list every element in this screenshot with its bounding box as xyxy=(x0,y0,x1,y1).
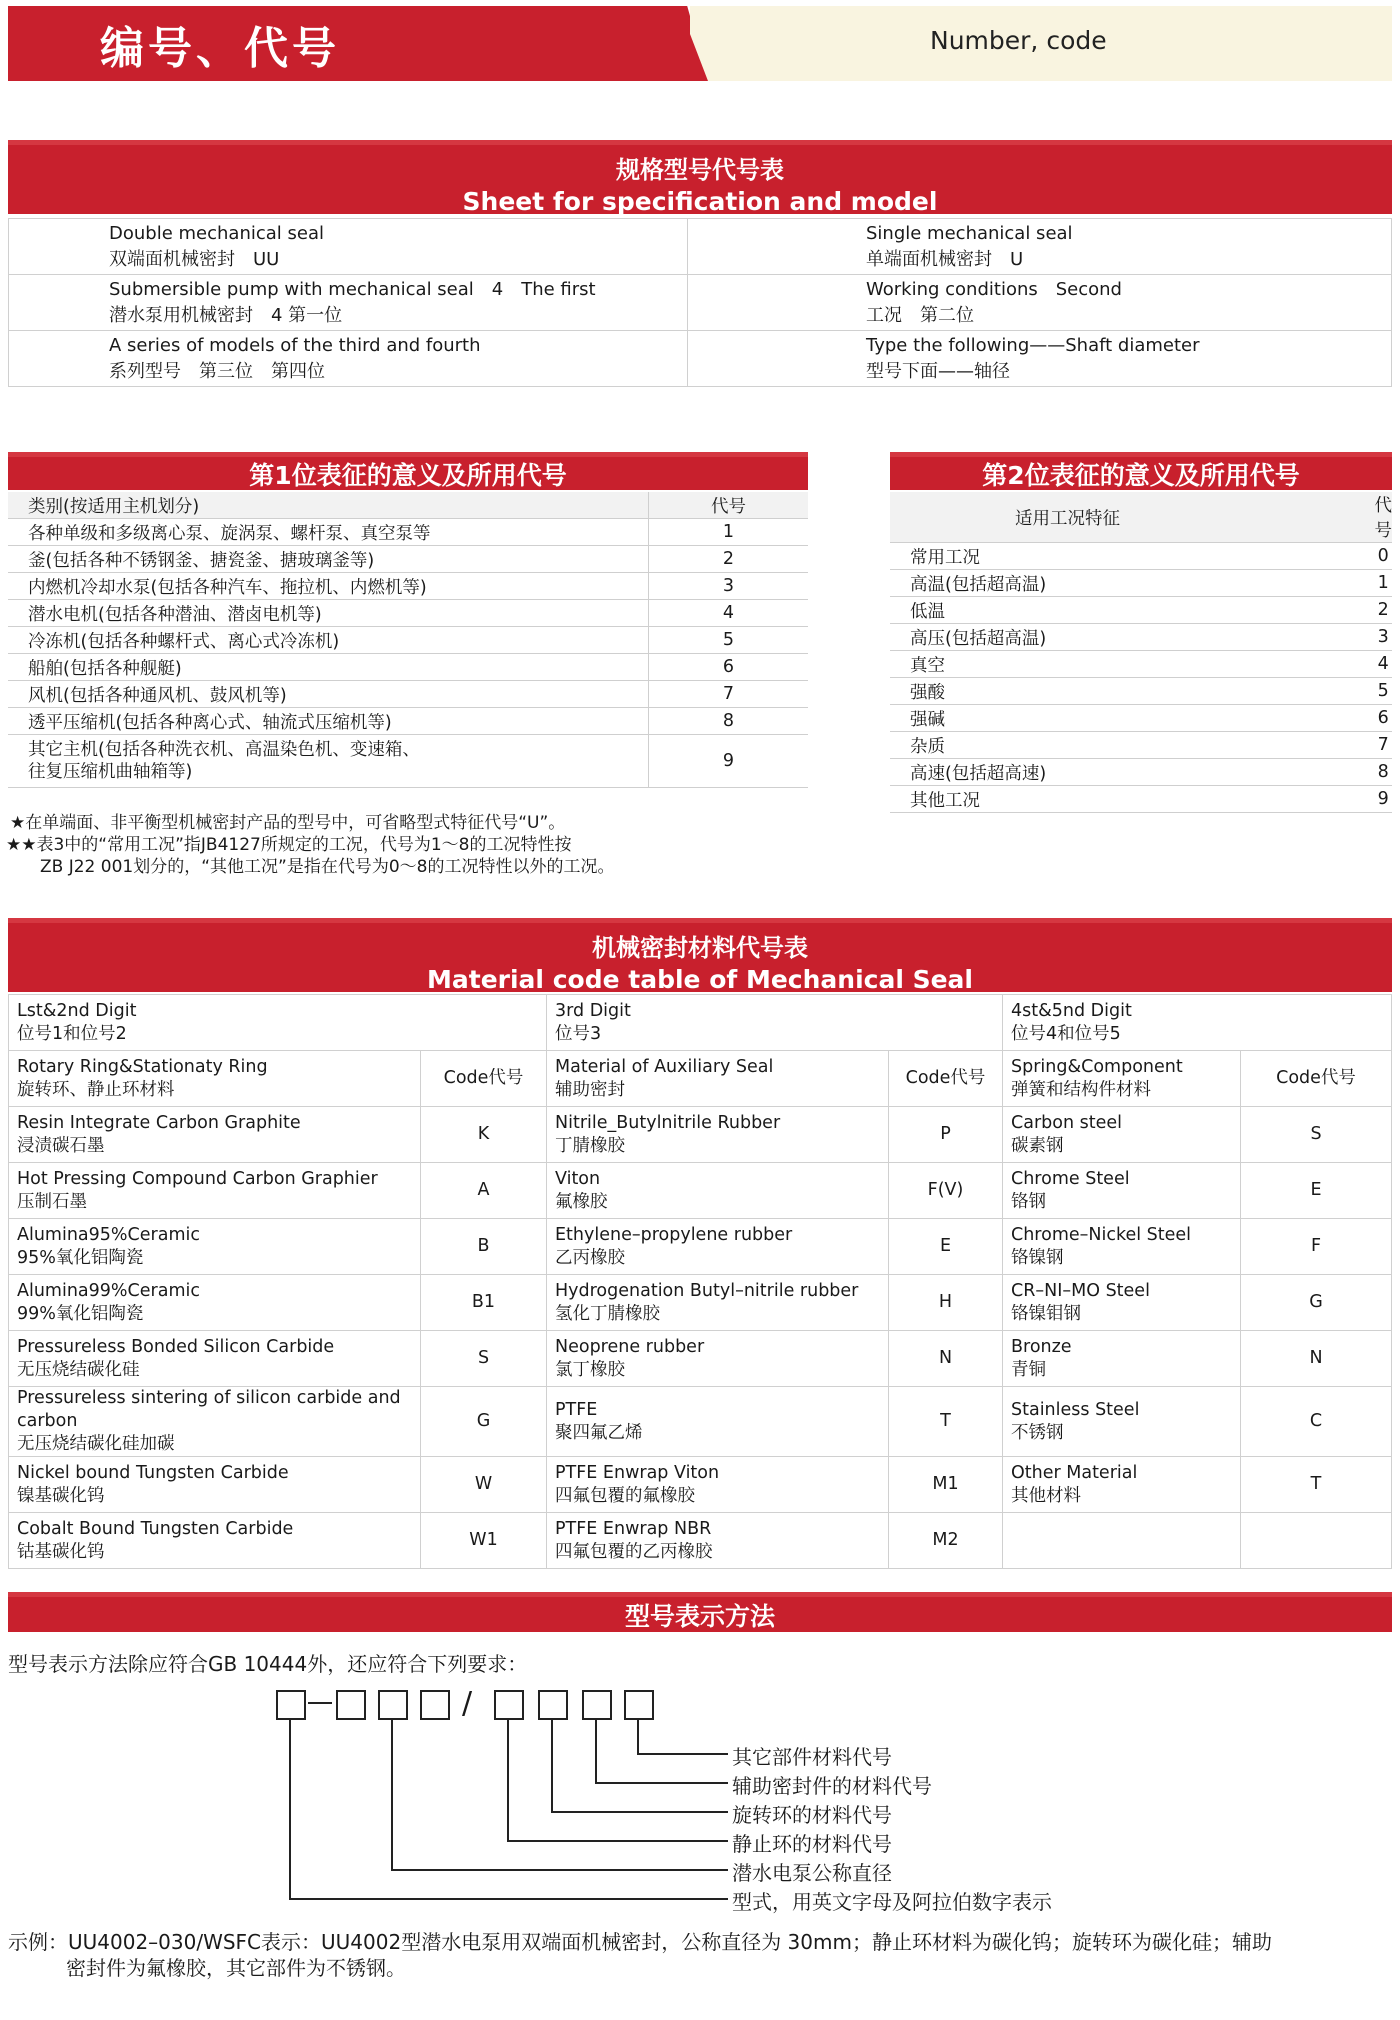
material-name-cell: PTFE Enwrap NBR 四氟包覆的乙丙橡胶 xyxy=(547,1513,889,1569)
legend-4: 静止环的材料代号 xyxy=(732,1832,892,1856)
material-name-cell: Alumina95%Ceramic 95%氧化铝陶瓷 xyxy=(9,1219,421,1275)
group-header: 4st&5nd Digit 位号4和位号5 xyxy=(1003,995,1392,1051)
table-row: 冷冻机(包括各种螺杆式、离心式冷冻机) 5 xyxy=(8,627,808,654)
header-cell: 代号 xyxy=(1375,492,1393,543)
model-title: 型号表示方法 xyxy=(624,1602,775,1631)
table-row: 低温 2 xyxy=(890,597,1392,624)
material-code-cell: C xyxy=(1241,1387,1392,1457)
material-code-cell: G xyxy=(1241,1275,1392,1331)
material-name-cell: Nitrile_Butylnitrile Rubber 丁腈橡胶 xyxy=(547,1107,889,1163)
connector-5 xyxy=(392,1720,728,1870)
table1-title: 第1位表征的意义及所用代号 xyxy=(249,461,567,490)
table-row: 强酸 5 xyxy=(890,678,1392,705)
note-3: ZB J22 001划分的，“其他工况”是指在代号为0～8的工况特性以外的工况。 xyxy=(40,857,615,877)
note-2: ★★表3中的“常用工况”指JB4127所规定的工况，代号为1～8的工况特性按 xyxy=(6,835,572,855)
material-name-cell: Other Material 其他材料 xyxy=(1003,1457,1241,1513)
material-code-cell: M1 xyxy=(889,1457,1003,1513)
legend-6: 型式，用英文字母及阿拉伯数字表示 xyxy=(732,1890,1052,1914)
table-row: 其它主机(包括各种洗衣机、高温染色机、变速箱、 往复压缩机曲轴箱等) 9 xyxy=(8,735,808,788)
material-name-cell: Alumina99%Ceramic 99%氧化铝陶瓷 xyxy=(9,1275,421,1331)
legend-3: 旋转环的材料代号 xyxy=(732,1803,892,1827)
connector-3 xyxy=(552,1720,728,1812)
table-row: 高速(包括超高速) 8 xyxy=(890,759,1392,786)
table-row: 其他工况 9 xyxy=(890,786,1392,813)
material-name-cell: Pressureless Bonded Silicon Carbide 无压烧结碳化硅 xyxy=(9,1331,421,1387)
table-row: 各种单级和多级离心泵、旋涡泵、螺杆泵、真空泵等 1 xyxy=(8,519,808,546)
material-code-cell: E xyxy=(889,1219,1003,1275)
material-code-cell: H xyxy=(889,1275,1003,1331)
group-header: 3rd Digit 位号3 xyxy=(547,995,1003,1051)
table-row: 潜水电机(包括各种潜油、潜卤电机等) 4 xyxy=(8,600,808,627)
group-header: Lst&2nd Digit 位号1和位号2 xyxy=(9,995,547,1051)
material-name-cell: Ethylene–propylene rubber 乙丙橡胶 xyxy=(547,1219,889,1275)
spec-cell: Submersible pump with mechanical seal 4 The first 潜水泵用机械密封 4 第一位 xyxy=(9,275,688,331)
material-name-cell: PTFE 聚四氟乙烯 xyxy=(547,1387,889,1457)
spec-cell: A series of models of the third and fourth 系列型号 第三位 第四位 xyxy=(9,331,688,387)
material-code-cell: A xyxy=(421,1163,547,1219)
material-name-cell: Hydrogenation Butyl–nitrile rubber 氢化丁腈橡胶 xyxy=(547,1275,889,1331)
header-cell: 类别(按适用主机划分) xyxy=(8,492,649,519)
spec-cell: Single mechanical seal 单端面机械密封 U xyxy=(688,219,1392,275)
page-title-en: Number, code xyxy=(930,26,1107,55)
connector-1 xyxy=(638,1720,728,1754)
material-name-cell: PTFE Enwrap Viton 四氟包覆的氟橡胶 xyxy=(547,1457,889,1513)
material-code-cell: W1 xyxy=(421,1513,547,1569)
material-code-cell: P xyxy=(889,1107,1003,1163)
header-cell: 代号 xyxy=(649,492,809,519)
example-line-1: 示例：UU4002–030/WSFC表示：UU4002型潜水电泵用双端面机械密封，公称直径为 30mm；静止环材料为碳化钨；旋转环为碳化硅；辅助 xyxy=(8,1930,1272,1954)
material-code-cell: S xyxy=(1241,1107,1392,1163)
material-code-cell: F xyxy=(1241,1219,1392,1275)
material-code-cell: F(V) xyxy=(889,1163,1003,1219)
material-code-cell: B xyxy=(421,1219,547,1275)
spec-cell: Type the following——Shaft diameter 型号下面——轴径 xyxy=(688,331,1392,387)
material-name-cell: CR–NI–MO Steel 铬镍钼钢 xyxy=(1003,1275,1241,1331)
connector-2 xyxy=(596,1720,728,1783)
material-name-cell: Neoprene rubber 氯丁橡胶 xyxy=(547,1331,889,1387)
table-row: 透平压缩机(包括各种离心式、轴流式压缩机等) 8 xyxy=(8,708,808,735)
table2-title: 第2位表征的意义及所用代号 xyxy=(982,461,1300,490)
material-name-cell: Stainless Steel 不锈钢 xyxy=(1003,1387,1241,1457)
slash-glyph: / xyxy=(462,1686,473,1721)
table-row: 高温(包括超高温) 1 xyxy=(890,570,1392,597)
material-name-cell: Bronze 青铜 xyxy=(1003,1331,1241,1387)
material-name-cell: Hot Pressing Compound Carbon Graphier 压制石墨 xyxy=(9,1163,421,1219)
material-name-cell: Nickel bound Tungsten Carbide 镍基碳化钨 xyxy=(9,1457,421,1513)
model-intro: 型号表示方法除应符合GB 10444外，还应符合下列要求： xyxy=(8,1652,528,1676)
spec-title-en: Sheet for specification and model xyxy=(462,187,938,216)
note-1: ★在单端面、非平衡型机械密封产品的型号中，可省略型式特征代号“U”。 xyxy=(10,813,566,833)
example-line-2: 密封件为氟橡胶，其它部件为不锈钢。 xyxy=(66,1956,406,1980)
material-name-cell: Chrome–Nickel Steel 铬镍钢 xyxy=(1003,1219,1241,1275)
table-row: 船舶(包括各种舰艇) 6 xyxy=(8,654,808,681)
table-row: 内燃机冷却水泵(包括各种汽车、拖拉机、内燃机等) 3 xyxy=(8,573,808,600)
material-code-cell: T xyxy=(889,1387,1003,1457)
material-code-cell: S xyxy=(421,1331,547,1387)
legend-2: 辅助密封件的材料代号 xyxy=(732,1774,932,1798)
spec-cell: Working conditions Second 工况 第二位 xyxy=(688,275,1392,331)
material-name-cell: Chrome Steel 铬钢 xyxy=(1003,1163,1241,1219)
material-name-cell: Carbon steel 碳素钢 xyxy=(1003,1107,1241,1163)
material-code-cell: W xyxy=(421,1457,547,1513)
material-code-cell: G xyxy=(421,1387,547,1457)
material-name-cell: Cobalt Bound Tungsten Carbide 钴基碳化钨 xyxy=(9,1513,421,1569)
material-name-cell: Viton 氟橡胶 xyxy=(547,1163,889,1219)
page-title: 编号、代号 xyxy=(100,23,340,74)
material-code-cell: T xyxy=(1241,1457,1392,1513)
table-row: 风机(包括各种通风机、鼓风机等) 7 xyxy=(8,681,808,708)
material-code-cell: B1 xyxy=(421,1275,547,1331)
table-row: 强碱 6 xyxy=(890,705,1392,732)
material-title-cn: 机械密封材料代号表 xyxy=(592,934,808,962)
material-code-cell: E xyxy=(1241,1163,1392,1219)
spec-cell: Double mechanical seal 双端面机械密封 UU xyxy=(9,219,688,275)
material-code-cell: K xyxy=(421,1107,547,1163)
table-row: 高压(包括超高温) 3 xyxy=(890,624,1392,651)
material-code-cell: M2 xyxy=(889,1513,1003,1569)
material-name-cell: Resin Integrate Carbon Graphite 浸渍碳石墨 xyxy=(9,1107,421,1163)
table-row: 真空 4 xyxy=(890,651,1392,678)
legend-5: 潜水电泵公称直径 xyxy=(732,1861,892,1885)
material-code-cell: N xyxy=(889,1331,1003,1387)
table-row: 杂质 7 xyxy=(890,732,1392,759)
material-subhead-row: Rotary Ring&Stationaty Ring 旋转环、静止环材料 Code代号 Material of Auxiliary Seal 辅助密封 Code代号 Spring&Component 弹簧和结构件材料 Code代号 xyxy=(9,1051,1392,1107)
spec-title-cn: 规格型号代号表 xyxy=(616,156,784,184)
material-code-cell: N xyxy=(1241,1331,1392,1387)
connector-4 xyxy=(508,1720,728,1841)
header-cell: 适用工况特征 xyxy=(890,492,1375,543)
table-row: 釜(包括各种不锈钢釜、搪瓷釜、搪玻璃釜等) 2 xyxy=(8,546,808,573)
material-name-cell: Pressureless sintering of silicon carbide and carbon 无压烧结碳化硅加碳 xyxy=(9,1387,421,1457)
legend-1: 其它部件材料代号 xyxy=(732,1745,892,1769)
material-title-en: Material code table of Mechanical Seal xyxy=(427,965,973,994)
table-row: 常用工况 0 xyxy=(890,543,1392,570)
